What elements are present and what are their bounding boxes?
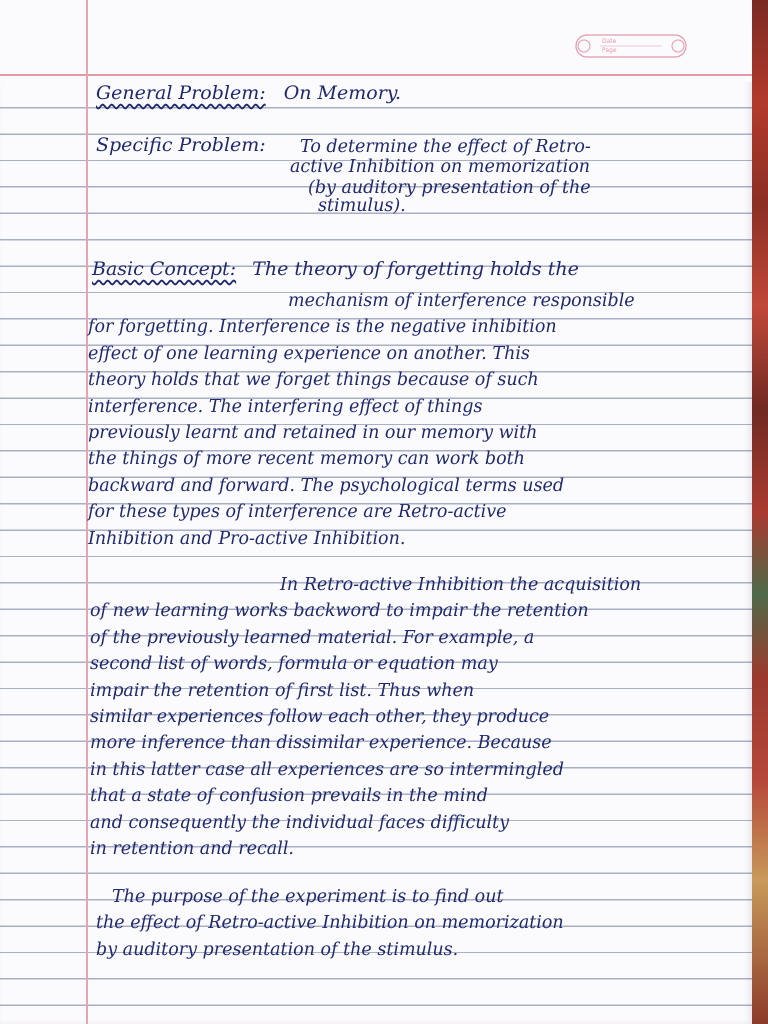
purpose-paragraph [96, 884, 564, 963]
date-label: Date [602, 38, 617, 45]
specific-problem-label: Specific Problem: [96, 134, 266, 156]
header-rule [0, 74, 752, 76]
specific-problem-text [290, 134, 591, 220]
paragraph-line: of new learning works backword to impair the retention [90, 601, 589, 622]
paragraph-line: of the previously learned material. For example, a [90, 627, 535, 648]
specific-problem-line: stimulus). [318, 196, 406, 217]
paragraph-line: the things of more recent memory can work both [88, 449, 525, 470]
page-label: Page [602, 47, 617, 54]
basic-concept-first-line [92, 256, 579, 282]
paragraph-line: for forgetting. Interference is the negative inhibition [88, 317, 557, 338]
paragraph-line: similar experiences follow each other, they produce [90, 706, 550, 727]
general-problem-label: General Problem: [96, 82, 266, 104]
paragraph-line: mechanism of interference responsible [288, 291, 635, 311]
paragraph-line: in this latter case all experiences are so intermingled [90, 759, 564, 780]
paragraph-line: previously learnt and retained in our memory with [88, 422, 538, 443]
basic-concept-label: Basic Concept: [92, 258, 237, 280]
paragraph-line: The purpose of the experiment is to find out [112, 887, 504, 907]
paragraph-line: and consequently the individual faces difficulty [90, 812, 510, 833]
paragraph-line: in retention and recall. [90, 838, 294, 859]
fabric-edge [752, 0, 768, 1024]
basic-concept-paragraph [88, 288, 635, 552]
general-problem-line [96, 80, 401, 106]
paragraph-line: second list of words, formula or equation may [90, 654, 498, 675]
stamp-outline-icon [570, 32, 692, 60]
paragraph-line: theory holds that we forget things because of such [88, 370, 539, 391]
specific-problem-line: active Inhibition on memorization [290, 157, 591, 178]
paragraph-line: more inference than dissimilar experience. Because [90, 733, 552, 754]
retro-active-paragraph [90, 572, 641, 862]
paragraph-line: interference. The interfering effect of things [88, 396, 483, 417]
date-page-stamp [570, 32, 692, 60]
paragraph-line: the effect of Retro-active Inhibition on memorization [96, 913, 564, 934]
paragraph-line: for these types of interference are Retro-active [88, 502, 507, 523]
basic-concept-first-text: The theory of forgetting holds the [252, 258, 579, 280]
paragraph-line: backward and forward. The psychological terms used [88, 475, 565, 496]
paragraph-line: Inhibition and Pro-active Inhibition. [88, 528, 406, 549]
paragraph-line: effect of one learning experience on another. This [88, 343, 530, 364]
paragraph-line: that a state of confusion prevails in the mind [90, 786, 488, 807]
paragraph-line: In Retro-active Inhibition the acquisition [280, 575, 642, 595]
paragraph-line: by auditory presentation of the stimulus. [96, 939, 459, 960]
general-problem-value: On Memory. [283, 82, 402, 104]
specific-problem-line: To determine the effect of Retro- [300, 137, 591, 157]
specific-problem-line: (by auditory presentation of the [308, 177, 591, 198]
paragraph-line: impair the retention of first list. Thus when [90, 680, 475, 701]
